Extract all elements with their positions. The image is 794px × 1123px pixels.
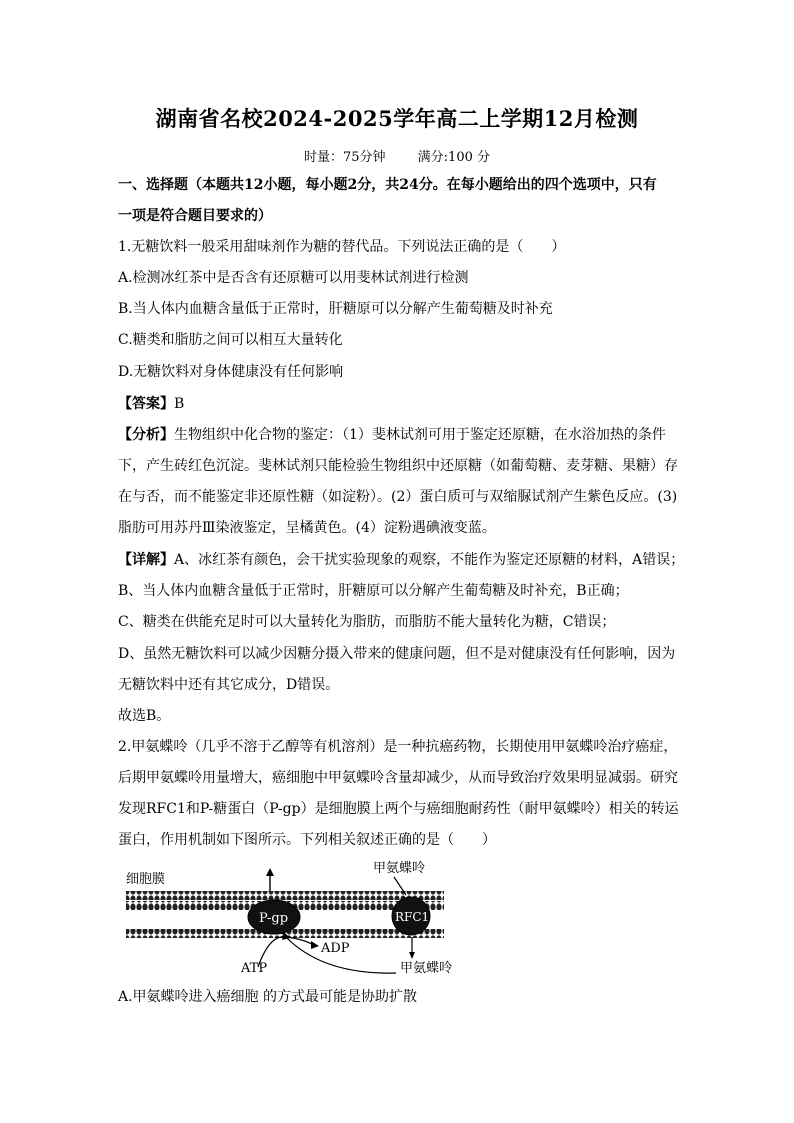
- question-1-answer: [118, 394, 688, 414]
- membrane-diagram: [118, 855, 478, 980]
- answer-tag: 【答案】: [118, 396, 174, 412]
- atp-adp-arrow-head: [311, 941, 319, 949]
- section-heading: 一、选择题（本题共12小题，每小题2分，共24分。在每小题给出的四个选项中，只有: [118, 177, 657, 193]
- question-1-analysis: [118, 425, 688, 445]
- analysis-line: 生物组织中化合物的鉴定：（1）斐林试剂可用于鉴定还原糖，在水浴加热的条件: [174, 427, 666, 443]
- exam-score: 满分:100 分: [417, 150, 490, 165]
- drug-label-top: 甲氨蝶呤: [373, 861, 426, 876]
- question-1-stem: 1.无糖饮料一般采用甜味剂作为糖的替代品。下列说法正确的是（ ）: [118, 239, 566, 255]
- question-1-option-d: D.无糖饮料对身体健康没有任何影响: [118, 364, 344, 380]
- question-1-conclusion: 故选B。: [118, 708, 171, 724]
- question-2-stem-line: 蛋白，作用机制如下图所示。下列相关叙述正确的是（ ）: [118, 832, 496, 848]
- analysis-tag: 【分析】: [118, 427, 174, 443]
- drug-label-bottom: 甲氨蝶呤: [400, 961, 453, 976]
- section-heading-cont: 一项是符合题目要求的）: [118, 208, 272, 224]
- detail-line: 无糖饮料中还有其它成分，D错误。: [118, 677, 340, 693]
- efflux-arrow-head: [266, 868, 274, 876]
- question-2-stem-line: 发现RFC1和P-糖蛋白（P-gp）是细胞膜上两个与癌细胞耐药性（耐甲氨蝶呤）相关的转运: [118, 801, 679, 817]
- detail-line: A、冰红茶有颜色，会干扰实验现象的观察，不能作为鉴定还原糖的材料，A错误；: [174, 552, 685, 568]
- atp-label: ATP: [241, 961, 268, 976]
- detail-line: D、虽然无糖饮料可以减少因糖分摄入带来的健康问题，但不是对健康没有任何影响，因为: [118, 646, 676, 662]
- answer-value: B: [174, 396, 185, 412]
- question-1-option-a: A.检测冰红茶中是否含有还原糖可以用斐林试剂进行检测: [118, 270, 469, 286]
- rfc1-down-arrow-head: [409, 952, 415, 959]
- membrane-label: 细胞膜: [126, 872, 166, 887]
- exam-meta: [0, 146, 794, 165]
- question-1-detail: [118, 550, 688, 570]
- analysis-line: 下，产生砖红色沉淀。斐林试剂只能检验生物组织中还原糖（如葡萄糖、麦芽糖、果糖）存: [118, 458, 678, 474]
- detail-tag: 【详解】: [118, 552, 174, 568]
- exam-time: 时量：75分钟: [303, 150, 386, 165]
- detail-line: B、当人体内血糖含量低于正常时，肝糖原可以分解产生葡萄糖及时补充，B正确；: [118, 583, 629, 599]
- question-2-stem-line: 后期甲氨蝶呤用量增大，癌细胞中甲氨蝶呤含量却减少，从而导致治疗效果明显减弱。研究: [118, 770, 678, 786]
- question-2-option-a: A.甲氨蝶呤进入癌细胞 的方式最可能是协助扩散: [118, 989, 418, 1005]
- membrane-upper-layer: [126, 891, 444, 900]
- question-1-option-b: B.当人体内血糖含量低于正常时，肝糖原可以分解产生葡萄糖及时补充: [118, 301, 553, 317]
- membrane-transport-figure: [118, 855, 478, 980]
- rfc1-label: RFC1: [395, 910, 430, 924]
- page-title: 湖南省名校2024-2025学年高二上学期12月检测: [155, 106, 639, 131]
- pgp-label: P-gp: [259, 911, 289, 926]
- analysis-line: 脂肪可用苏丹Ⅲ染液鉴定，呈橘黄色。(4）淀粉遇碘液变蓝。: [118, 520, 496, 536]
- adp-label: ADP: [321, 941, 350, 956]
- analysis-line: 在与否，而不能鉴定非还原性糖（如淀粉）。(2）蛋白质可与双缩脲试剂产生紫色反应。(3): [118, 489, 678, 505]
- detail-line: C、糖类在供能充足时可以大量转化为脂肪，而脂肪不能大量转化为糖，C错误；: [118, 614, 616, 630]
- question-2-stem: 2.甲氨蝶呤（几乎不溶于乙醇等有机溶剂）是一种抗癌药物，长期使用甲氨蝶呤治疗癌症，: [118, 739, 678, 755]
- question-1-option-c: C.糖类和脂肪之间可以相互大量转化: [118, 332, 343, 348]
